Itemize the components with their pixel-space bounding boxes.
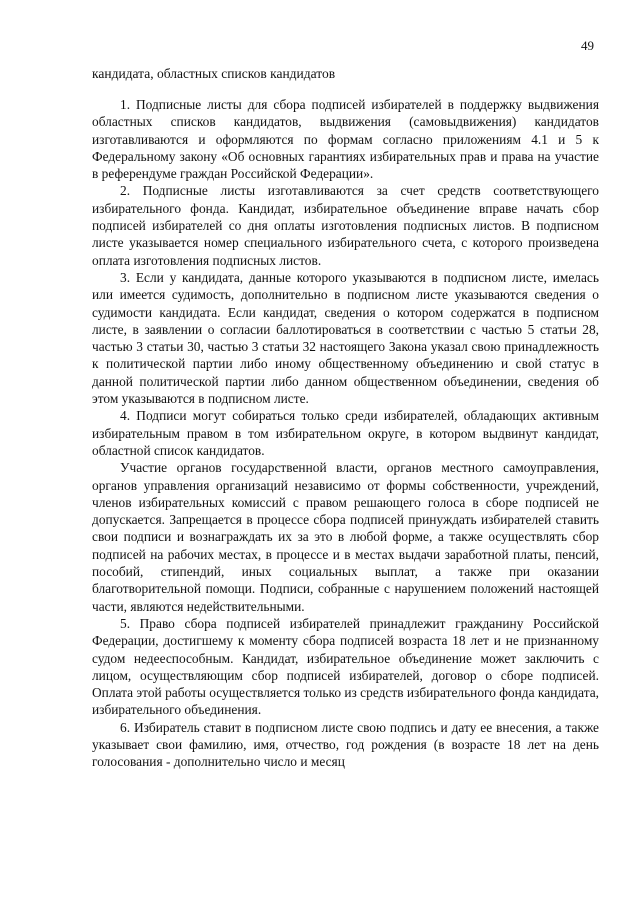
paragraph-1: 1. Подписные листы для сбора подписей избирателей в поддержку выдвижения областных списков кандидатов, выдвижения (самовыдвижения) кандидатов изготавливаются и оформляются по формам согласно приложениям 4.1 и 5 к Федеральному закону «Об основных гарантиях избирательных прав и права на участие в референдуме граждан Российской Федерации». (92, 97, 599, 182)
paragraph-5: 5. Право сбора подписей избирателей принадлежит гражданину Российской Федерации, достигшему к моменту сбора подписей возраста 18 лет и не признанному судом недееспособным. Кандидат, избирательное объединение может заключить с лицом, осуществляющим сбор подписей избирателей, договор о сборе подписей. Оплата этой работы осуществляется только из средств избирательного фонда кандидата, избирательного объединения. (92, 615, 599, 718)
body-text (92, 96, 599, 771)
paragraph-4: 4. Подписи могут собираться только среди избирателей, обладающих активным избирательным правом в том избирательном округе, в котором выдвинут кандидат, областной список кандидатов. (92, 408, 599, 458)
heading-continuation: кандидата, областных списков кандидатов (92, 66, 336, 81)
paragraph-4-continuation: Участие органов государственной власти, органов местного самоуправления, органов управления организаций независимо от формы собственности, учреждений, членов избирательных комиссий с правом решающего голоса в сборе подписей не допускается. Запрещается в процессе сбора подписей принуждать избирателей ставить свои подписи и вознаграждать их за это в любой форме, а также осуществлять сбор подписей на рабочих местах, в процессе и в местах выдачи заработной платы, пенсий, пособий, стипендий, иных социальных выплат, а также при оказании благотворительной помощи. Подписи, собранные с нарушением положений настоящей части, являются недействительными. (92, 460, 599, 614)
page-number: 49 (581, 38, 594, 53)
paragraph-3: 3. Если у кандидата, данные которого указываются в подписном листе, имелась или имеется судимость, дополнительно в подписном листе указываются сведения о судимости кандидата. Если кандидат, сведения о котором содержатся в подписном листе, в заявлении о согласии баллотироваться в соответствии с частью 5 статьи 28, частью 3 статьи 30, частью 3 статьи 32 настоящего Закона указал свою принадлежность к политической партии либо иному общественному объединению и свой статус в данной политической партии либо данном общественном объединении, сведения об этом указываются в подписном листе. (92, 269, 599, 407)
paragraph-6: 6. Избиратель ставит в подписном листе свою подпись и дату ее внесения, а также указывает свои фамилию, имя, отчество, год рождения (в возрасте 18 лет на день голосования - дополнительно число и месяц (92, 719, 599, 770)
paragraph-2: 2. Подписные листы изготавливаются за счет средств соответствующего избирательного фонда. Кандидат, избирательное объединение вправе начать сбор подписей избирателей со дня оплаты изготовления подписных листов. В подписном листе указывается номер специального избирательного счета, с которого произведена оплата изготовления подписных листов. (92, 183, 599, 268)
